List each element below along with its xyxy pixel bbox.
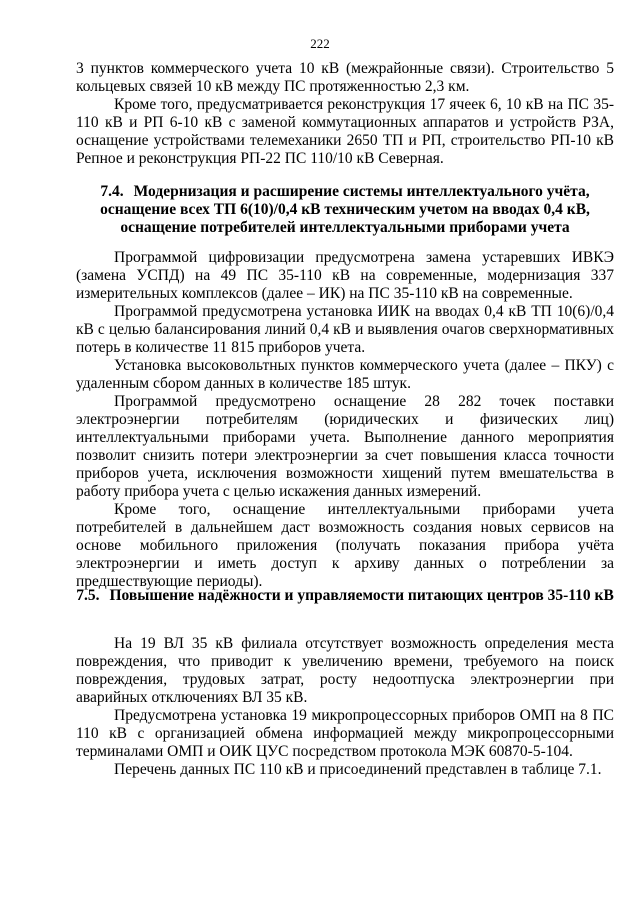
paragraph-6: Программой предусмотрено оснащение 28 282 точек поставки электроэнергии потребителям (юридических и физических лиц) интеллектуальными приборами учета. Выполнение данного мероприятия позволит снизить потери электроэнергии за счет повышения класса точности приборов учета, исключения возможности хищений путем вмешательства в работу прибора учета с целью искажения данных измерений. [76,393,614,500]
section-heading-7-5 [76,587,614,605]
section-number: 7.5. [76,587,100,604]
paragraph-1: 3 пунктов коммерческого учета 10 кВ (межрайонные связи). Строительство 5 кольцевых связей 10 кВ между ПС протяженностью 2,3 км. [76,60,614,95]
page-number: 222 [310,36,330,51]
paragraph-9: Предусмотрена установка 19 микропроцессорных приборов ОМП на 8 ПС 110 кВ с организацией обмена информацией между микропроцессорными терминалами ОМП и ОИК ЦУС посредством протокола МЭК 60870-5-104. [76,707,614,760]
section-number: 7.4. [100,183,124,200]
paragraph-5: Установка высоковольтных пунктов коммерческого учета (далее – ПКУ) с удаленным сбором данных в количестве 185 штук. [76,357,614,392]
paragraph-2: Кроме того, предусматривается реконструкция 17 ячеек 6, 10 кВ на ПС 35-110 кВ и РП 6-10 кВ с заменой коммутационных аппаратов и устройств РЗА, оснащение устройствами телемеханики 2650 ТП и РП, строительство РП-10 кВ Репное и реконструкция РП-22 ПС 110/10 кВ Северная. [76,96,614,167]
section-title: Повышение надёжности и управляемости питающих центров 35-110 кВ [109,587,614,604]
paragraph-4: Программой предусмотрена установка ИИК на вводах 0,4 кВ ТП 10(6)/0,4 кВ с целью балансирования линий 0,4 кВ и выявления очагов сверхнормативных потерь в количестве 11 815 приборов учета. [76,303,614,356]
paragraph-3: Программой цифровизации предусмотрена замена устаревших ИВКЭ (замена УСПД) на 49 ПС 35-110 кВ на современные, модернизация 337 измерительных комплексов (далее – ИК) на ПС 35-110 кВ на современные. [76,249,614,302]
paragraph-8: На 19 ВЛ 35 кВ филиала отсутствует возможность определения места повреждения, что приводит к увеличению времени, требуемого на поиск повреждения, трудовых затрат, росту недоотпуска электроэнергии при аварийных отключениях ВЛ 35 кВ. [76,635,614,706]
paragraph-10: Перечень данных ПС 110 кВ и присоединений представлен в таблице 7.1. [114,761,602,778]
paragraph-7: Кроме того, оснащение интеллектуальными приборами учета потребителей в дальнейшем даст возможность создания новых сервисов на основе мобильного приложения (получать показания прибора учёта электроэнергии и иметь доступ к архиву данных о потреблении за предшествующие периоды). [76,501,614,590]
section-title: Модернизация и расширение системы интеллектуального учёта, оснащение всех ТП 6(10)/0,4 кВ техническим учетом на вводах 0,4 кВ, оснащение потребителей интеллектуальными приборами учета [100,183,590,236]
section-heading-7-4 [76,183,614,237]
